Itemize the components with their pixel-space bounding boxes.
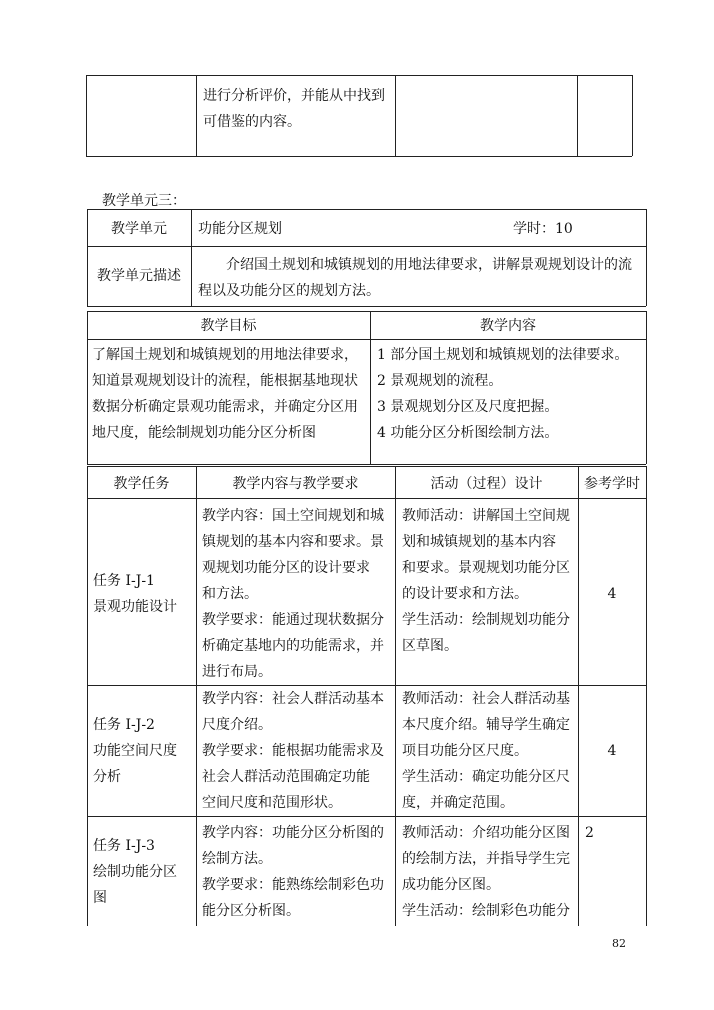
text-line: 学生活动：确定功能分区尺: [402, 769, 570, 785]
text-line: 任务 I-J-3: [93, 838, 155, 854]
header-activity: 活动（过程）设计: [430, 476, 543, 492]
content-cell: [202, 820, 394, 924]
text-line: 知道景观规划设计的流程，能根据基地现状: [92, 373, 358, 389]
text-line: 介绍国土规划和城镇规划的用地法律要求，讲解景观规划设计的流: [226, 257, 632, 273]
text-line: 和方法。: [202, 586, 258, 602]
activity-cell: [402, 503, 577, 659]
text-line: 析确定基地内的功能需求，并: [202, 638, 384, 654]
content-cell: [202, 503, 394, 685]
text-line: 教学内容：社会人群活动基本: [202, 691, 384, 707]
hours-cell: 4: [607, 586, 617, 602]
page-number: 82: [612, 937, 626, 950]
text-line: 能分区分析图。: [202, 903, 300, 919]
text-line: 成功能分区图。: [402, 877, 500, 893]
text-line: 可借鉴的内容。: [203, 114, 301, 130]
unit-name: 功能分区规划: [198, 221, 282, 237]
unit-hours: 学时：10: [513, 221, 573, 237]
unit-label: 教学单元: [111, 221, 167, 237]
text-line: 教学要求：能根据功能需求及: [202, 743, 384, 759]
text-line: 进行布局。: [202, 664, 272, 680]
list-item: 1 部分国土规划和城镇规划的法律要求。: [377, 347, 629, 363]
text-line: 地尺度，能绘制规划功能分区分析图: [92, 425, 316, 441]
top-table-text: [203, 83, 393, 135]
list-item: 3 景观规划分区及尺度把握。: [377, 399, 559, 415]
text-line: 空间尺度和范围形状。: [202, 795, 342, 811]
text-line: 教师活动：介绍功能分区图: [402, 825, 570, 841]
hours-cell: 2: [585, 825, 594, 841]
text-line: 教学内容：功能分区分析图的: [202, 825, 384, 841]
text-line: 教师活动：讲解国土空间规: [402, 508, 570, 524]
text-line: 的绘制方法，并指导学生完: [402, 851, 570, 867]
task-cell: [93, 712, 193, 790]
text-line: 区草图。: [402, 638, 458, 654]
text-line: 划和城镇规划的基本内容: [402, 534, 556, 550]
goal-header: 教学目标: [200, 318, 257, 334]
text-line: 镇规划的基本内容和要求。景: [202, 534, 384, 550]
text-line: 教学要求：能熟练绘制彩色功: [202, 877, 384, 893]
header-content: 教学内容与教学要求: [232, 476, 359, 492]
text-line: 社会人群活动范围确定功能: [202, 769, 370, 785]
text-line: 绘制功能分区: [93, 864, 177, 880]
list-item: 2 景观规划的流程。: [377, 373, 503, 389]
header-hours: 参考学时: [584, 476, 640, 492]
text-line: 教学要求：能通过现状数据分: [202, 612, 384, 628]
text-line: 本尺度介绍。辅导学生确定: [402, 717, 570, 733]
text-line: 数据分析确定景观功能需求，并确定分区用: [92, 399, 358, 415]
text-line: 观规划功能分区的设计要求: [202, 560, 370, 576]
unit-description: [198, 252, 642, 304]
desc-label: 教学单元描述: [97, 268, 181, 284]
text-line: 教学内容：国土空间规划和城: [202, 508, 384, 524]
task-cell: [93, 833, 193, 911]
text-line: 绘制方法。: [202, 851, 272, 867]
text-line: 任务 I-J-1: [93, 573, 155, 589]
section-title: 教学单元三：: [102, 193, 186, 209]
text-line: 的设计要求和方法。: [402, 586, 528, 602]
activity-cell: [402, 686, 577, 816]
text-line: 尺度介绍。: [202, 717, 272, 733]
hours-cell: 4: [607, 743, 617, 759]
goal-text: [92, 342, 368, 446]
text-line: 功能空间尺度: [93, 743, 177, 759]
text-line: 教师活动：社会人群活动基: [402, 691, 570, 707]
content-list: [377, 342, 643, 446]
list-item: 4 功能分区分析图绘制方法。: [377, 425, 559, 441]
text-line: 任务 I-J-2: [93, 717, 155, 733]
text-line: 进行分析评价，并能从中找到: [203, 88, 385, 104]
text-line: 度，并确定范围。: [402, 795, 514, 811]
content-cell: [202, 686, 394, 816]
activity-cell: [402, 820, 577, 924]
text-line: 分析: [93, 769, 121, 785]
header-task: 教学任务: [113, 476, 170, 492]
text-line: 了解国土规划和城镇规划的用地法律要求，: [92, 347, 358, 363]
text-line: 学生活动：绘制彩色功能分: [402, 903, 570, 919]
text-line: 图: [93, 890, 107, 906]
text-line: 程以及功能分区的规划方法。: [198, 283, 380, 299]
text-line: 学生活动：绘制规划功能分: [402, 612, 570, 628]
text-line: 景观功能设计: [93, 599, 177, 615]
text-line: 项目功能分区尺度。: [402, 743, 528, 759]
task-cell: [93, 568, 193, 620]
content-header: 教学内容: [480, 318, 536, 334]
text-line: 和要求。景观规划功能分区: [402, 560, 570, 576]
